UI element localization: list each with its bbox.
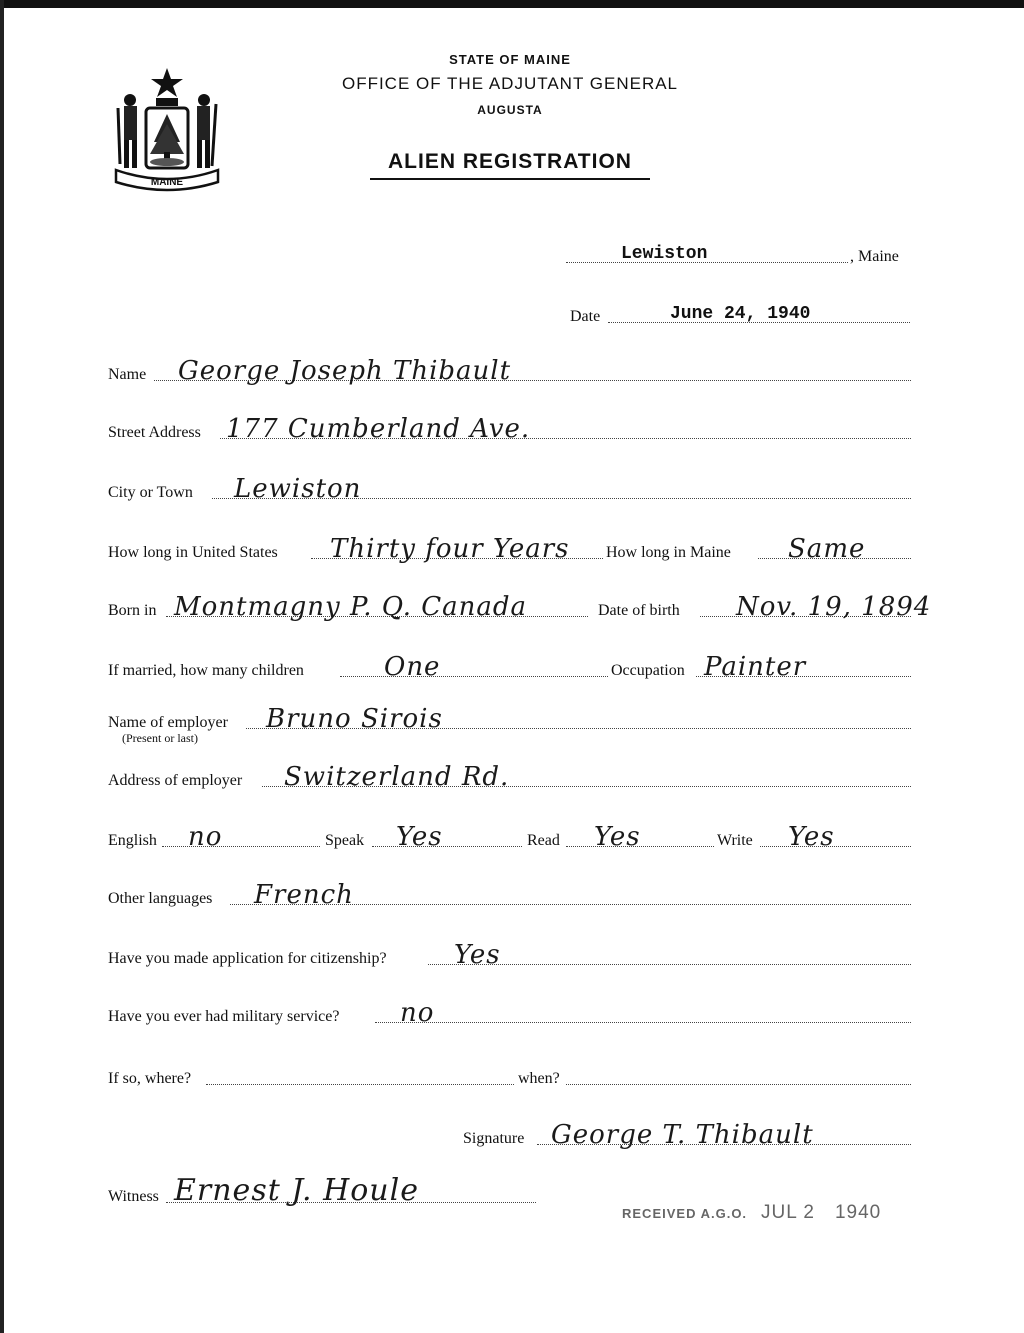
speak-value: Yes: [396, 822, 443, 852]
speak-label: Speak: [325, 832, 365, 849]
military-row: [108, 998, 913, 1026]
children-label: If married, how many children: [108, 662, 304, 679]
english-label: English: [108, 832, 157, 849]
english-value: no: [188, 822, 223, 852]
military-label: Have you ever had military service?: [108, 1008, 340, 1025]
title-underline: [370, 178, 650, 180]
employer-address-value: Switzerland Rd.: [284, 762, 510, 792]
place-suffix: , Maine: [850, 248, 899, 265]
service-location-row: [108, 1060, 913, 1088]
other-languages-row: [108, 880, 913, 908]
if-so-where-label: If so, where?: [108, 1070, 192, 1087]
children-value: One: [384, 652, 441, 682]
write-label: Write: [717, 832, 753, 849]
stamp-received-text: RECEIVED A.G.O.: [622, 1206, 748, 1221]
employer-address-label: Address of employer: [108, 772, 243, 789]
signature-label: Signature: [463, 1130, 525, 1147]
stamp-date: JUL 2: [761, 1202, 815, 1223]
military-value: no: [400, 998, 435, 1028]
date-of-birth-value: Nov. 19, 1894: [736, 592, 932, 622]
read-label: Read: [527, 832, 560, 849]
employer-address-row: [108, 762, 913, 790]
date-label: Date: [570, 308, 601, 325]
how-long-maine-value: Same: [788, 534, 866, 564]
scan-top-edge: [0, 0, 1024, 8]
street-label: Street Address: [108, 424, 201, 441]
name-label: Name: [108, 366, 147, 383]
other-languages-value: French: [254, 880, 354, 910]
other-languages-label: Other languages: [108, 890, 213, 907]
city-value: Lewiston: [234, 474, 362, 504]
born-in-label: Born in: [108, 602, 157, 619]
scan-left-edge: [0, 0, 4, 1333]
header-city: AUGUSTA: [477, 103, 543, 117]
street-value: 177 Cumberland Ave.: [226, 414, 531, 444]
signature-value: George T. Thibault: [551, 1120, 814, 1150]
how-long-us-value: Thirty four Years: [330, 534, 570, 564]
born-in-value: Montmagny P. Q. Canada: [174, 592, 528, 622]
witness-label: Witness: [108, 1188, 159, 1205]
occupation-value: Painter: [704, 652, 807, 682]
city-label: City or Town: [108, 484, 193, 501]
when-label: when?: [518, 1070, 560, 1087]
name-row: [108, 356, 913, 384]
employer-row: [108, 704, 913, 732]
citizenship-value: Yes: [454, 940, 501, 970]
svg-text:MAINE: MAINE: [150, 177, 184, 188]
header-office: OFFICE OF THE ADJUTANT GENERAL: [341, 74, 679, 93]
date-of-birth-label: Date of birth: [598, 602, 680, 619]
write-value: Yes: [788, 822, 835, 852]
form-title: ALIEN REGISTRATION: [388, 150, 632, 173]
city-row: [108, 474, 913, 502]
employer-value: Bruno Sirois: [266, 704, 443, 734]
witness-value: Ernest J. Houle: [174, 1173, 419, 1208]
date-value: June 24, 1940: [670, 304, 811, 324]
witness-row: [108, 1173, 538, 1208]
street-row: [108, 414, 913, 442]
name-value: George Joseph Thibault: [178, 356, 512, 386]
residence-row: [108, 534, 913, 562]
citizenship-label: Have you made application for citizenship?: [108, 950, 387, 967]
place-value: Lewiston: [621, 244, 708, 264]
language-row: [108, 822, 913, 850]
read-value: Yes: [594, 822, 641, 852]
date-row: [570, 298, 915, 326]
how-long-maine-label: How long in Maine: [606, 544, 731, 561]
employer-sublabel: (Present or last): [122, 731, 198, 745]
occupation-label: Occupation: [611, 662, 685, 679]
citizenship-row: [108, 940, 913, 968]
stamp-year: 1940: [834, 1202, 882, 1223]
header-state: STATE OF MAINE: [449, 52, 571, 67]
birth-row: [108, 592, 932, 622]
received-stamp: [622, 1202, 881, 1224]
maine-state-seal-icon: [108, 64, 226, 194]
place-row: [566, 238, 916, 266]
how-long-us-label: How long in United States: [108, 544, 278, 561]
family-row: [108, 652, 913, 680]
employer-label: Name of employer: [108, 714, 228, 731]
signature-row: [463, 1120, 913, 1148]
